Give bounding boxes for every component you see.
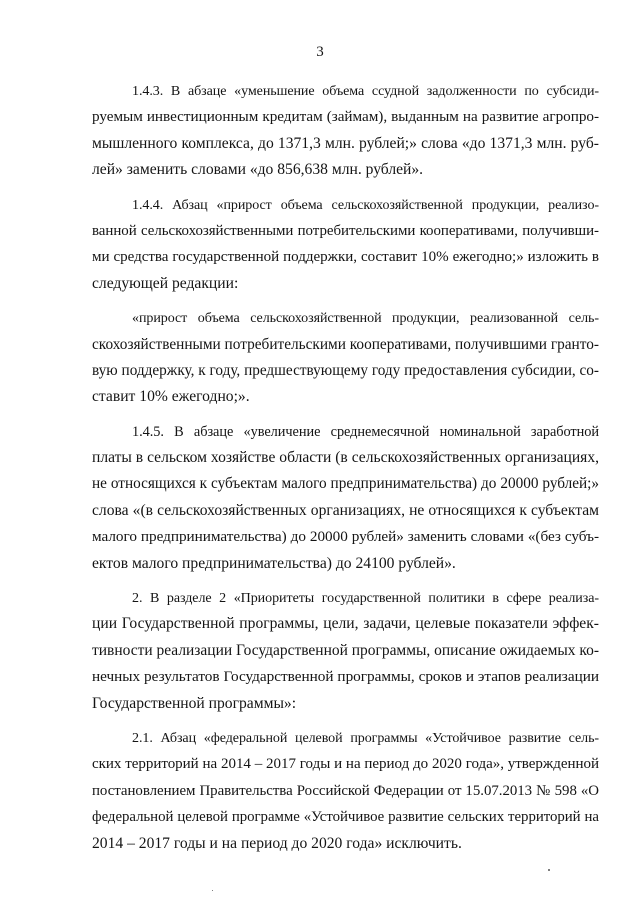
text-line: тивности реализации Государственной программы, описание ожидаемых ко- — [92, 641, 599, 659]
text-line: нечных результатов Государственной программы, сроков и этапов реализации — [92, 668, 599, 686]
text-line: не относящихся к субъектам малого предпринимательства) до 20000 рублей;» — [92, 475, 599, 493]
page-number: 3 — [316, 44, 324, 60]
paragraph-1-4-5 — [92, 419, 599, 577]
document-body — [92, 78, 599, 857]
paragraph-1-4-3 — [92, 78, 599, 184]
text-line: лей» заменить словами «до 856,638 млн. рублей». — [92, 161, 424, 179]
text-line: вую поддержку, к году, предшествующему году предоставления субсидии, со- — [92, 361, 599, 379]
text-line: 2. В разделе 2 «Приоритеты государственной политики в сфере реализа- — [132, 590, 599, 607]
text-line: 1.4.5. В абзаце «увеличение среднемесячной номинальной заработной — [132, 423, 599, 440]
text-line: ектов малого предпринимательства) до 24100 рублей». — [92, 554, 456, 572]
text-line: ции Государственной программы, цели, задачи, целевые показатели эффек- — [92, 615, 599, 633]
text-line: мышленного комплекса, до 1371,3 млн. рублей;» слова «до 1371,3 млн. руб- — [92, 134, 599, 152]
text-line: платы в сельском хозяйстве области (в сельскохозяйственных организациях, — [92, 449, 599, 467]
text-line: 1.4.4. Абзац «прирост объема сельскохозяйственной продукции, реализо- — [132, 196, 599, 213]
text-line: 2014 – 2017 годы и на период до 2020 года» исключить. — [92, 834, 462, 852]
paragraph-2-1 — [92, 725, 599, 857]
text-line: постановлением Правительства Российской Федерации от 15.07.2013 № 598 «О — [92, 782, 599, 799]
text-line: ских территорий на 2014 – 2017 годы и на период до 2020 года», утвержденной — [92, 756, 599, 773]
scan-speck — [548, 869, 550, 871]
paragraph-1-4-4 — [92, 192, 599, 298]
text-line: руемым инвестиционным кредитам (займам), выданным на развитие агропро- — [92, 108, 599, 126]
paragraph-2 — [92, 585, 599, 717]
text-line: 1.4.3. В абзаце «уменьшение объема ссудной задолженности по субсиди- — [132, 83, 599, 99]
text-line: 2.1. Абзац «федеральной целевой программы «Устойчивое развитие сель- — [132, 729, 599, 746]
text-line: следующей редакции: — [92, 274, 239, 292]
text-line: малого предпринимательства) до 20000 рублей» заменить словами «(без субъ- — [92, 528, 599, 546]
text-line: слова «(в сельскохозяйственных организациях, не относящихся к субъектам — [92, 501, 599, 519]
text-line: ми средства государственной поддержки, составит 10% ежегодно;» изложить в — [92, 249, 599, 266]
text-line: скохозяйственными потребительскими кооперативами, получившими гранто- — [92, 335, 599, 353]
paragraph-1-4-4-new-wording — [92, 305, 599, 411]
scan-speck — [212, 890, 213, 891]
text-line: Государственной программы»: — [92, 694, 297, 712]
text-line: ванной сельскохозяйственными потребительскими кооперативами, получивши- — [92, 222, 599, 239]
text-line: «прирост объема сельскохозяйственной продукции, реализованной сель- — [132, 310, 599, 327]
text-line: федеральной целевой программе «Устойчивое развитие сельских территорий на — [92, 809, 599, 826]
text-line: ставит 10% ежегодно;». — [92, 388, 250, 406]
